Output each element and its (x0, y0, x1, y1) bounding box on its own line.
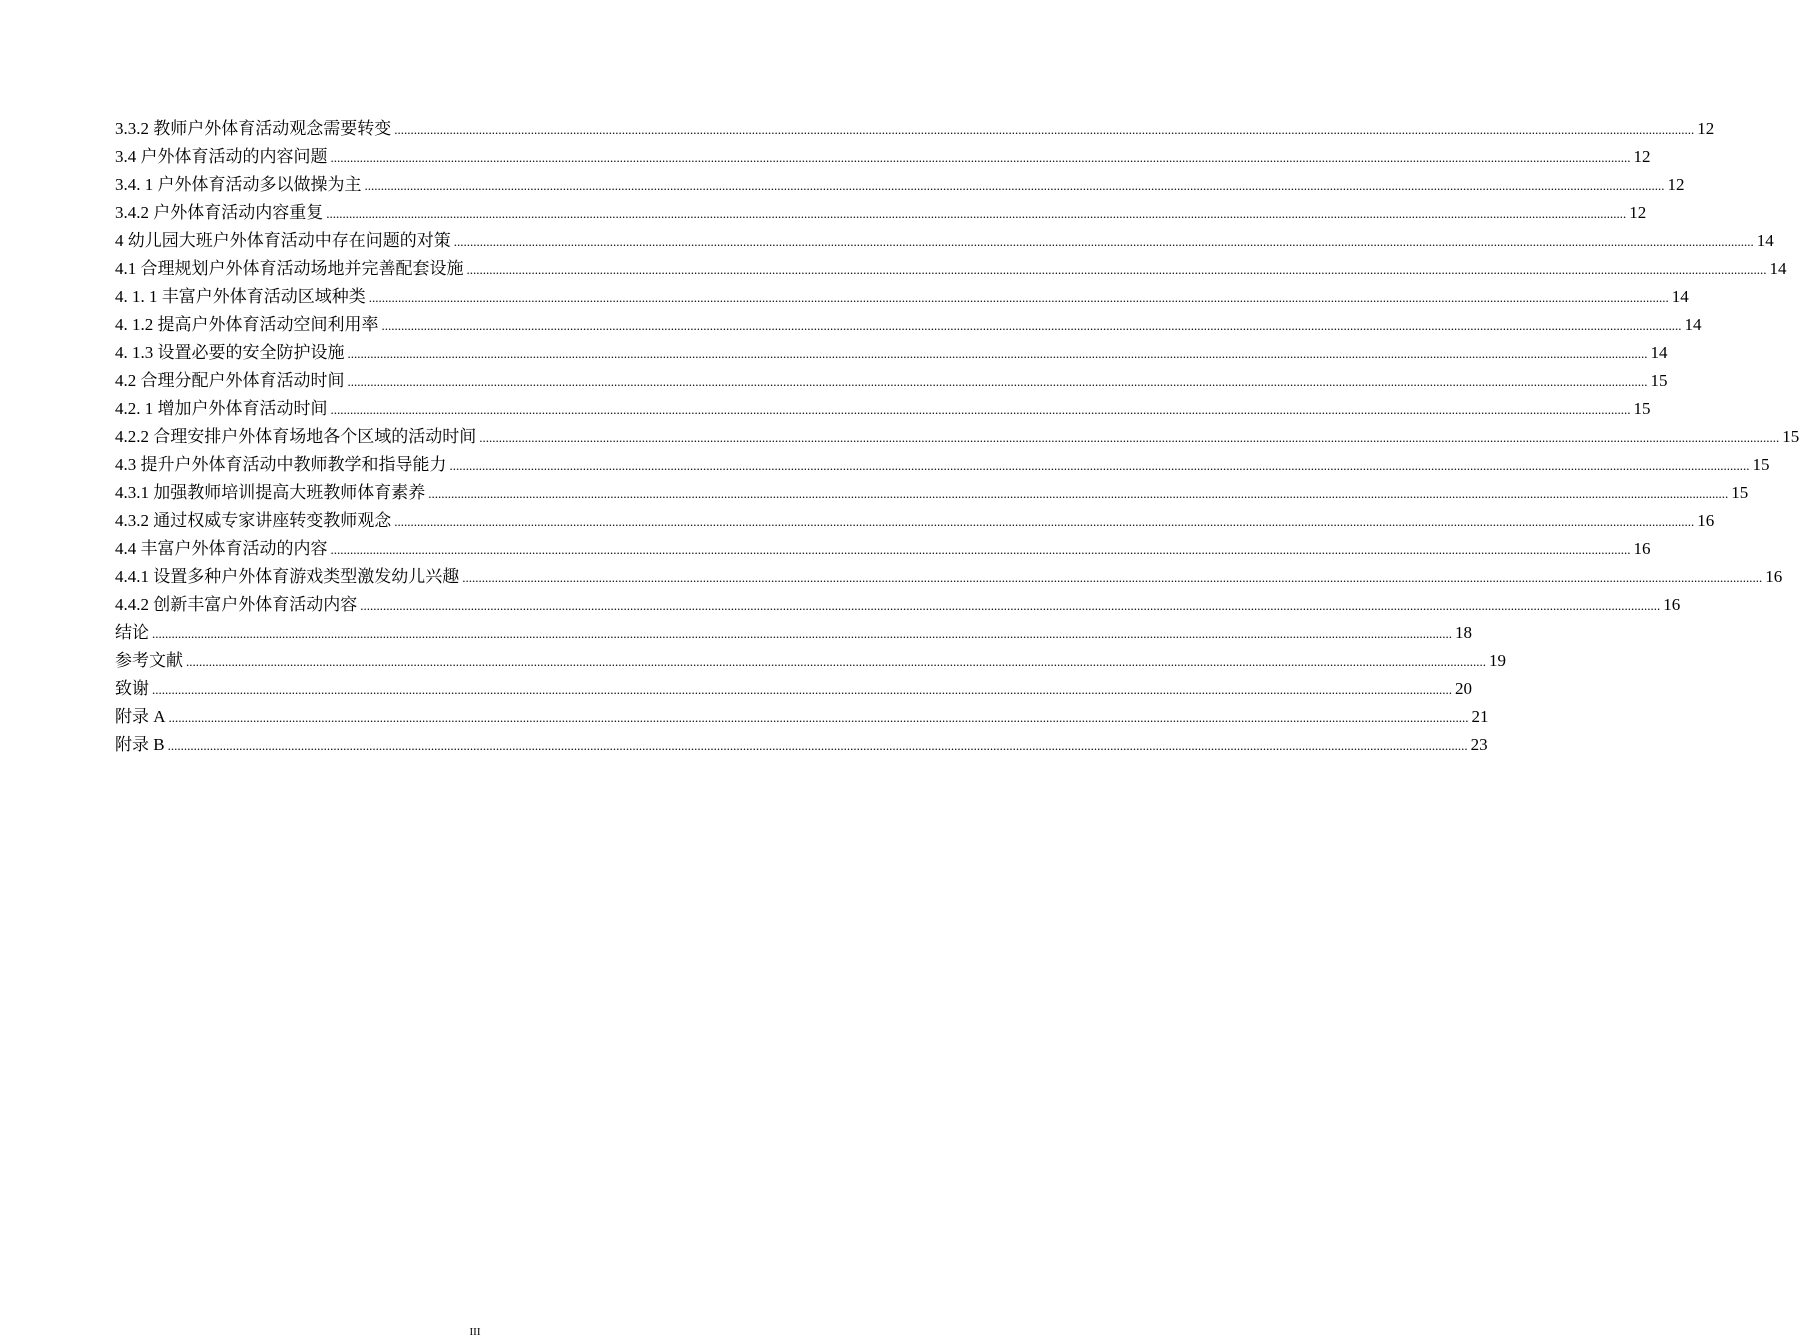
toc-entry-label: 4.1 合理规划户外体育活动场地并完善配套设施 (115, 259, 464, 278)
toc-entry-page: 12 (1697, 119, 1715, 138)
toc-entry[interactable] (115, 339, 1668, 367)
toc-leader-dots: ................................................................................................................................................................................................................................................................................................................................................................................................................ (381, 318, 1682, 333)
toc-entry-page: 15 (1731, 483, 1749, 502)
toc-entry-label: 4. 1.3 设置必要的安全防护设施 (115, 343, 345, 362)
toc-entry-page: 14 (1650, 343, 1668, 362)
toc-leader-dots: ................................................................................................................................................................................................................................................................................................................................................................................................................ (462, 570, 1763, 585)
toc-leader-dots: ................................................................................................................................................................................................................................................................................................................................................................................................................ (394, 514, 1695, 529)
toc-entry[interactable] (115, 367, 1668, 395)
toc-entry[interactable] (115, 143, 1651, 171)
toc-entry[interactable] (115, 115, 1715, 143)
toc-leader-dots: ................................................................................................................................................................................................................................................................................................................................................................................................................ (466, 262, 1767, 277)
toc-entry-page: 16 (1765, 567, 1783, 586)
toc-entry-label: 结论 (115, 623, 149, 642)
toc-entry-page: 14 (1684, 315, 1702, 334)
toc-entry[interactable] (115, 675, 1472, 703)
toc-leader-dots: ................................................................................................................................................................................................................................................................................................................................................................................................................ (326, 206, 1627, 221)
toc-entry-page: 14 (1756, 231, 1774, 250)
toc-entry-page: 14 (1671, 287, 1689, 306)
toc-entry-label: 4.2. 1 增加户外体育活动时间 (115, 399, 328, 418)
toc-entry-page: 14 (1769, 259, 1787, 278)
toc-entry-label: 3.4 户外体育活动的内容问题 (115, 147, 328, 166)
toc-leader-dots: ................................................................................................................................................................................................................................................................................................................................................................................................................ (364, 178, 1665, 193)
toc-entry-label: 附录 B (115, 735, 165, 754)
toc-entry-label: 3.3.2 教师户外体育活动观念需要转变 (115, 119, 392, 138)
toc-leader-dots: ................................................................................................................................................................................................................................................................................................................................................................................................................ (152, 626, 1452, 641)
toc-entry[interactable] (115, 479, 1749, 507)
toc-entry-page: 15 (1650, 371, 1668, 390)
toc-leader-dots: ................................................................................................................................................................................................................................................................................................................................................................................................................ (449, 458, 1750, 473)
toc-entry-label: 4 幼儿园大班户外体育活动中存在问题的对策 (115, 231, 451, 250)
toc-entry-page: 15 (1752, 455, 1770, 474)
toc-entry[interactable] (115, 591, 1681, 619)
toc-entry-label: 4. 1.2 提高户外体育活动空间利用率 (115, 315, 379, 334)
toc-entry-label: 4.2 合理分配户外体育活动时间 (115, 371, 345, 390)
toc-entry[interactable] (115, 395, 1651, 423)
toc-entry-label: 4.3 提升户外体育活动中教师教学和指导能力 (115, 455, 447, 474)
toc-entry-label: 3.4. 1 户外体育活动多以做操为主 (115, 175, 362, 194)
toc-leader-dots: ................................................................................................................................................................................................................................................................................................................................................................................................................ (167, 738, 1468, 753)
toc-leader-dots: ................................................................................................................................................................................................................................................................................................................................................................................................................ (186, 654, 1486, 669)
toc-entry-label: 附录 A (115, 707, 166, 726)
toc-leader-dots: ................................................................................................................................................................................................................................................................................................................................................................................................................ (394, 122, 1695, 137)
toc-leader-dots: ................................................................................................................................................................................................................................................................................................................................................................................................................ (368, 290, 1669, 305)
toc-leader-dots: ................................................................................................................................................................................................................................................................................................................................................................................................................ (152, 682, 1452, 697)
toc-entry[interactable] (115, 311, 1702, 339)
toc-entry[interactable] (115, 647, 1506, 675)
toc-entry-label: 4. 1. 1 丰富户外体育活动区域种类 (115, 287, 366, 306)
toc-entry-label: 4.3.1 加强教师培训提高大班教师体育素养 (115, 483, 426, 502)
toc-entry[interactable] (115, 535, 1651, 563)
toc-leader-dots: ................................................................................................................................................................................................................................................................................................................................................................................................................ (428, 486, 1729, 501)
toc-entry-label: 致谢 (115, 679, 149, 698)
toc-entry[interactable] (115, 563, 1783, 591)
toc-entry-page: 18 (1455, 623, 1472, 642)
toc-leader-dots: ................................................................................................................................................................................................................................................................................................................................................................................................................ (360, 598, 1661, 613)
toc-entry-label: 4.2.2 合理安排户外体育场地各个区域的活动时间 (115, 427, 477, 446)
toc-entry-page: 20 (1455, 679, 1472, 698)
toc-entry-page: 19 (1489, 651, 1506, 670)
toc-entry-page: 16 (1633, 539, 1651, 558)
toc-entry[interactable] (115, 283, 1689, 311)
toc-leader-dots: ................................................................................................................................................................................................................................................................................................................................................................................................................ (330, 150, 1631, 165)
toc-entry-page: 15 (1782, 427, 1799, 446)
page-number: III (469, 1326, 481, 1338)
toc-entry-page: 15 (1633, 399, 1651, 418)
toc-entry[interactable] (115, 507, 1715, 535)
toc-entry[interactable] (115, 199, 1647, 227)
toc-entry-page: 21 (1471, 707, 1489, 726)
toc-leader-dots: ................................................................................................................................................................................................................................................................................................................................................................................................................ (330, 402, 1631, 417)
toc-entry-page: 16 (1697, 511, 1715, 530)
toc-entry-page: 12 (1667, 175, 1685, 194)
toc-entry-label: 参考文献 (115, 651, 183, 670)
toc-entry[interactable] (115, 255, 1787, 283)
toc-entry[interactable] (115, 171, 1685, 199)
toc-leader-dots: ................................................................................................................................................................................................................................................................................................................................................................................................................ (330, 542, 1631, 557)
toc-entry-label: 4.4.2 创新丰富户外体育活动内容 (115, 595, 358, 614)
toc-entry-label: 4.4.1 设置多种户外体育游戏类型激发幼儿兴趣 (115, 567, 460, 586)
toc-entry[interactable] (115, 703, 1489, 731)
toc-entry-label: 4.3.2 通过权威专家讲座转变教师观念 (115, 511, 392, 530)
toc-entry[interactable] (115, 731, 1488, 759)
toc-entry-page: 12 (1629, 203, 1647, 222)
toc-entry-page: 23 (1470, 735, 1488, 754)
toc-leader-dots: ................................................................................................................................................................................................................................................................................................................................................................................................................ (479, 430, 1780, 445)
toc-entry[interactable] (115, 619, 1472, 647)
toc-leader-dots: ................................................................................................................................................................................................................................................................................................................................................................................................................ (347, 374, 1648, 389)
toc-leader-dots: ................................................................................................................................................................................................................................................................................................................................................................................................................ (168, 710, 1469, 725)
toc-entry[interactable] (115, 451, 1770, 479)
toc-entry-label: 4.4 丰富户外体育活动的内容 (115, 539, 328, 558)
toc-entry-page: 16 (1663, 595, 1681, 614)
toc-entry-label: 3.4.2 户外体育活动内容重复 (115, 203, 324, 222)
toc-entry[interactable] (115, 227, 1774, 255)
toc-leader-dots: ................................................................................................................................................................................................................................................................................................................................................................................................................ (453, 234, 1754, 249)
toc-entry-page: 12 (1633, 147, 1651, 166)
toc-leader-dots: ................................................................................................................................................................................................................................................................................................................................................................................................................ (347, 346, 1648, 361)
toc-entry[interactable] (115, 423, 1799, 451)
table-of-contents (115, 115, 1799, 759)
